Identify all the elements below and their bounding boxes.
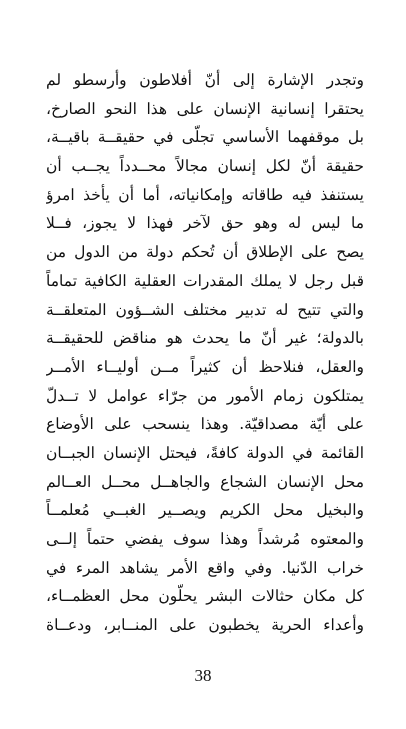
text-line: يحتقرا إنسانية الإنسان على هذا النحو الصارخ، xyxy=(46,99,364,118)
text-line: محل الإنسان الشجاع والجاهــل محــل العــالم xyxy=(46,472,364,491)
text-line: والبخيل محل الكريم ويصــير الغبــي مُعلمــاً xyxy=(46,501,364,520)
text-line: قبل رجل لا يملك المقدرات العقلية الكافية تماماً xyxy=(46,271,364,290)
text-line: وأعداء الحرية يخطبون على المنــابر، ودعــاة xyxy=(46,616,364,635)
text-line: يمتلكون زمام الأمور من جرّاء عوامل لا تــدلّ xyxy=(46,386,364,405)
text-line: والتي تتيح له تدبير مختلف الشــؤون المتعلقــة xyxy=(46,300,364,319)
text-line: ما ليس له وهو حق لآخر فهذا لا يجوز، فــلا xyxy=(46,214,364,233)
text-line: كل مكان حثالات البشر يحلّون محل العظمــاء، xyxy=(46,587,364,606)
text-line: بالدولة؛ غير أنّ ما يحدث هو مناقض للحقيقــة xyxy=(46,329,364,348)
body-text xyxy=(46,66,364,640)
text-line: يستنفذ فيه طاقاته وإمكانياته، أما أن يأخذ امرؤ xyxy=(46,185,364,204)
text-line: والمعتوه مُرشداً وهذا سوف يفضي حتماً إلــى xyxy=(46,530,364,548)
text-line: خراب الدّنيا. وفي واقع الأمر يشاهد المرء في xyxy=(46,558,364,577)
text-line: بل موقفهما الأساسي تجلّى في حقيقــة باقيــة، xyxy=(46,128,364,147)
text-line: يصح على الإطلاق أن تُحكم دولة من الدول من xyxy=(46,243,364,262)
page-number: 38 xyxy=(194,666,212,685)
text-line: والعقل، فنلاحظ أن كثيراً مــن أوليــاء الأمــر xyxy=(46,357,364,376)
text-line: حقيقة أنّ لكل إنسان مجالاً محــدداً يجــب أن xyxy=(46,157,364,176)
text-line: وتجدر الإشارة إلى أنّ أفلاطون وأرسطو لم xyxy=(46,71,364,89)
text-line: القائمة في الدولة كافةً، فيحتل الإنسان الجبــان xyxy=(46,443,364,462)
text-line: على أيّة مصداقيّة. وهذا ينسحب على الأوضاع xyxy=(46,415,364,434)
